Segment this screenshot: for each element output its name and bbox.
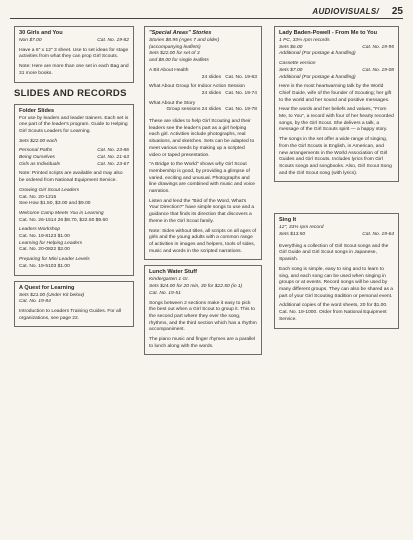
item-meta: 24 slides Cat. No. 19-74: [201, 90, 257, 96]
description: Introduction to Leaders Training Guides. For all organizations, see page 22.: [19, 308, 121, 321]
price-row: Sets $13.50 Cat. No. 19-64: [279, 232, 394, 238]
info-line: Kindergarten 1 Gr.: [149, 277, 190, 283]
box-title: Lunch Water Stuff: [149, 269, 197, 276]
section-heading: SLIDES AND RECORDS: [14, 87, 127, 99]
box-30-girls: [14, 26, 134, 83]
paragraph: Everything a collection of Girl Scout songs and the Girl Guide and Girl Scout songs in Japanese, Spanish.: [279, 243, 389, 263]
box-title: "Special Areas" Stories: [149, 30, 212, 36]
box-folder-slides: [14, 104, 134, 276]
header-rule: [10, 18, 403, 19]
description: Have a 6" x 12" 3 sheet. Use to set ideas for stage activities from what they can prop Girl Scouts.: [19, 47, 129, 60]
page-number: 25: [391, 6, 403, 17]
price-line: Sets $22.00 each: [19, 138, 58, 144]
price: Non $7.00: [19, 38, 42, 43]
list-item-text: Cat. No. 19-8123 $1.00: [19, 234, 70, 240]
paragraph: Listen and lend the "Bird of the Word, What's Your Direction?" have simple songs to use and a guidance that finds its direction that discovers a theme in the Girl Scout family.: [149, 198, 255, 224]
list-item-text: Cat. No. 26-1514 26 $8.70, $22.50 $9.60: [19, 217, 108, 223]
description: For use by leaders and leader trainers. Each set is one part of the leader's program. Guide to Helping Girl Scouts Leaders for Learning.: [19, 115, 129, 134]
paragraph: The songs in the set offer a wide range of singing, from the Girl Scouts in English, in American, and new arrangements in the World Association of Girl Guides and Girl Scouts. Includes lyrics from Girl Scouts songs and songbooks. Also, Girl Scout Song and the Girl Scout song (with lyrics).: [279, 137, 392, 176]
price-row: Sets $6.00 Cat. No. 19-95: [279, 44, 394, 50]
list-item-title: Leaders Workshop: [19, 227, 61, 233]
info-line: Stories $8.95 (Ages 7 and older): [149, 38, 220, 43]
paragraph: Here is the most heartwarming talk by the World Chief Guide, wife of the founder of Scouting; her gift to the world and her sound and positive messages.: [279, 84, 392, 103]
info-line: 12", 33⅓ rpm record: [279, 225, 324, 231]
catalog-number: Cat. No. 19-51: [149, 290, 181, 296]
box-title: 30 Girls and You: [19, 30, 63, 36]
info-line: Sets $22.00 for set of 3: [149, 51, 200, 57]
paragraph: Hear the words and her beliefs and values, "From Me, to You", a record with four of her hearty recorded songs, by the Girl Scout. She delivers a talk, a message of the Girl Scouts spirit — a happy story.: [279, 107, 394, 133]
paragraph: Each song is simple, easy to sing and to learn to sing, and each song can be used when singing in groups or at events. Record songs will be used by many different groups. They can also be shared as a part of your Girl Scouting tradition or personal event.: [279, 266, 394, 299]
paragraph: Songs between 2 sections make it easy to pick the best out when a Girl Scout to group it. This to the second part where they ever the song, rhythms, and the third section which has a rhythm accompaniment.: [149, 300, 257, 333]
info-line: Additional (For postage & handling): [279, 51, 356, 57]
box-title: Folder Slides: [19, 107, 55, 114]
price-row: [19, 38, 129, 45]
list-item-text: Cat. No. 19-5103 $1.00: [19, 263, 70, 269]
list-item-title: Preparing for Mini Leader Levels: [19, 257, 90, 263]
info-line: Additional (For postage & handling): [279, 74, 356, 80]
price: Sets $21.00 (Under Kit below): [19, 292, 85, 298]
paragraph: Additional copies of the word sheets, 20 for $1.00. Cat. No. 19-1000. Order from National Equipment Service.: [279, 303, 388, 322]
catalog-number: Cat. No. 19-84: [19, 299, 51, 305]
price-row: Sets $7.00 Cat. No. 19-08: [279, 67, 394, 73]
paragraph: These are slides to help Girl Scouting and their leaders see the leader's part as a girl helping each girl. Activities include photographs, real situations, and sketches. Sets can be adapted to meet various needs by making up a scripted video or taped presentation.: [149, 119, 255, 158]
box-lunch-water: [144, 265, 262, 355]
box-special-areas: [144, 26, 262, 260]
box-title: A Quest for Learning: [19, 284, 75, 291]
list-item: Being Ourselves Cat. No. 21-63: [19, 155, 129, 161]
box-quest-for-learning: [14, 281, 134, 328]
info-line: 1 PC, 33⅓ rpm records: [279, 38, 330, 43]
note: Note: Printed scripts are available and may also be ordered from National Equipment Service.: [19, 171, 123, 184]
item-meta: 24 slides Cat. No. 19-63: [201, 74, 257, 80]
column-left: [14, 26, 134, 332]
column-middle: [144, 26, 262, 360]
running-head: AUDIOVISUALS/: [312, 7, 379, 16]
info-line: Sets $24.00 for 20 min, 30 for $22.50 (in 1): [149, 284, 243, 290]
list-item-text: Cat. No. 20-0822 $2.00: [19, 247, 70, 253]
list-item: Personal Paths Cat. No. 23-86: [19, 148, 129, 154]
box-title: Lady Baden-Powell - From Me to You: [279, 30, 378, 36]
list-item-text: Cat. No. 20-1215: [19, 194, 57, 200]
list-item-title: Growing Girl Scout Leaders: [19, 187, 80, 193]
paragraph: The piano music and finger rhymes are a parallel to lunch along with the words.: [149, 337, 256, 349]
paragraph: Note: Sides without titles, all scripts on all ages of girls and the young adults with a common range of activities in images and helpers, tools of sides, music and words in the scripted narrations.: [149, 228, 257, 254]
item-meta: Group sessions 24 slides Cat. No. 19-78: [166, 107, 257, 113]
info-line: Cassette version: [279, 61, 316, 67]
item-title: What About the Story: [149, 100, 196, 106]
note: Note: Here are more than one set in each Bag and 31 more books.: [19, 64, 129, 76]
box-sing-it: [274, 213, 399, 328]
box-lady-baden-powell: [274, 26, 399, 182]
list-item-title: See How $1.50, $3.00 and $9.00: [19, 201, 91, 207]
catalog-number: Cat. No. 19-82: [97, 38, 129, 43]
list-item: Girls as Individuals Cat. No. 23-67: [19, 161, 129, 167]
column-right: [274, 26, 399, 334]
box-title: Sing It: [279, 217, 297, 224]
paragraph: "A Bridge to the World" shows why Girl Scout membership is good, by providing a glimpse of varied, exciting and unusual. Photographs and line drawings are combined with music and voice narration.: [149, 162, 256, 195]
list-item-title: Learning for Helping Leaders: [19, 240, 83, 246]
list-item-title: Welcome Camp Meets You in Learning: [19, 210, 104, 216]
item-title: What About Group for Indoor Action Session: [149, 84, 245, 90]
info-line: and $8.00 for single leaflets: [149, 58, 209, 64]
info-line: (accompanying leaflets): [149, 44, 201, 50]
item-title: A Bit About Health: [149, 67, 189, 73]
